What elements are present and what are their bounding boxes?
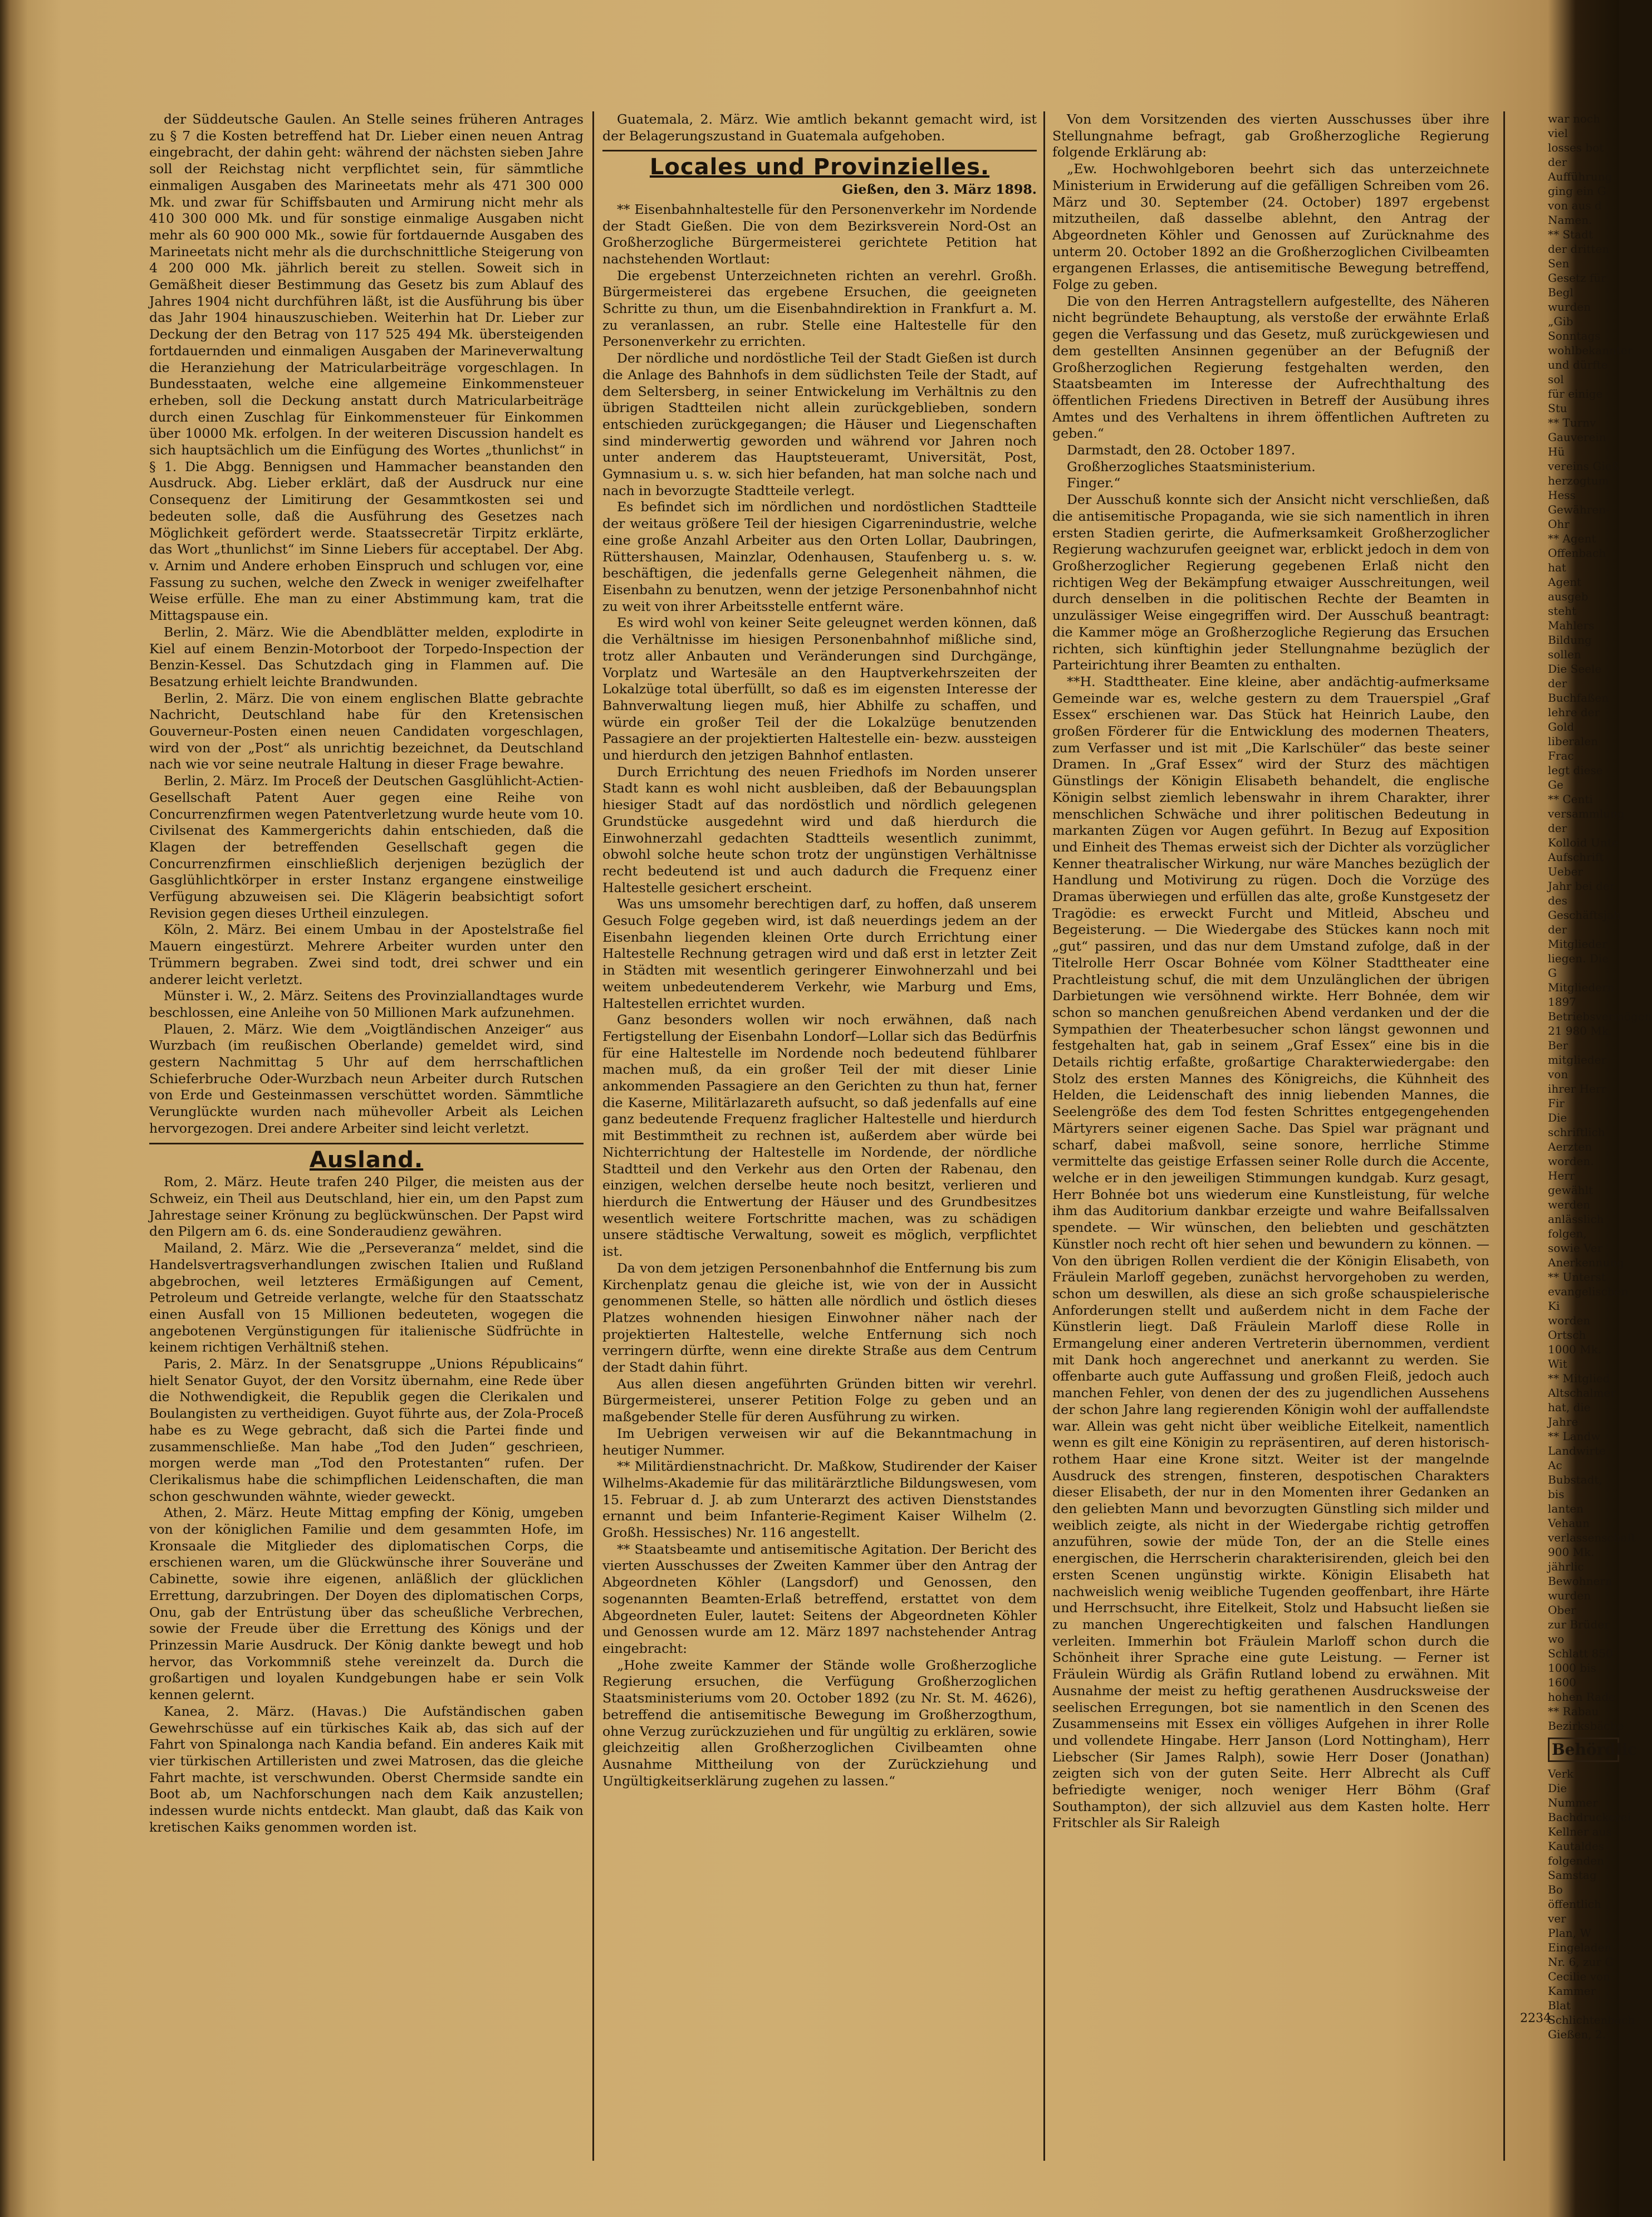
cropped-line: Cecilie von: [1548, 1970, 1610, 1983]
cropped-line: vereins Gieß: [1548, 459, 1619, 473]
cropped-line: Jahr bei der: [1548, 879, 1615, 893]
article-paragraph: Der Ausschuß konnte sich der Ansicht nicht verschließen, daß die antisemitische Propaganda, wie sie sich namentlich in ihren ersten Stadien gerirte, die Aufmerksamkeit Großherzoglicher Regierung wachzurufen geeignet war, erblickt jedoch in dem von Großherzoglicher Regierung gegebenen Erlaß nicht den richtigen Weg der Bekämpfung etwaiger Ausschreitungen, weil durch denselben in die politischen Rechte der Beamten in unzulässiger Weise eingegriffen wird. Der Ausschuß beantragt: die Kammer möge an Großherzogliche Regierung das Ersuchen richten, sich künftighin jeder Stellungnahme bezüglich der Parteirichtung ihrer Beamten zu enthalten.: [1052, 492, 1489, 673]
column-3: [1052, 111, 1489, 2172]
cropped-line: Eingeladen: [1548, 1941, 1612, 1954]
column-1: [149, 111, 584, 2172]
cropped-line: ging ein G: [1548, 184, 1606, 198]
cropped-line: herzogtum Hess: [1548, 474, 1609, 502]
cropped-line: Nr. 6, zur G: [1548, 1955, 1614, 1969]
cropped-line: Kammer Blat: [1548, 1984, 1596, 2012]
cropped-line: evangelischen Ki: [1548, 1285, 1629, 1313]
cropped-line: 21 980 Mk. Ber: [1548, 1024, 1612, 1052]
column-4-cropped: [1548, 111, 1652, 2172]
cropped-line: gewählt werden: [1548, 1183, 1593, 1211]
cropped-line: der Mitglieder: [1548, 923, 1607, 951]
cropped-line: verlassenschaft: [1548, 1531, 1636, 1544]
cropped-line: hohen Rade: [1548, 1690, 1615, 1704]
article-paragraph: Paris, 2. März. In der Senatsgruppe „Unions Républicains“ hielt Senator Guyot, der den Vorsitz übernahm, eine Rede über die Nothwendigkeit, die Republik gegen die Clerikalen und Boulangisten zu vertheidigen. Guyot führte aus, der Zola-Proceß habe es zu Wege gebracht, daß sich die Partei finde und zusammenschließe. Man habe „Tod den Juden“ geschrieen, morgen werde man „Tod den Protestanten“ rufen. Der Clerikalismus habe die schimpflichen Leidenschaften, die man schon geschwunden wähnte, wieder geweckt.: [149, 1356, 584, 1504]
article-paragraph: ** Militärdienstnachricht. Dr. Maßkow, Studirender der Kaiser Wilhelms-Akademie für das militärärztliche Bildungswesen, vom 15. Februar d. J. ab zum Unterarzt des activen Dienststandes ernannt und beim Infanterie-Regiment Kaiser Wilhelm (2. Großh. Hessisches) Nr. 116 angestellt.: [602, 1459, 1037, 1541]
cropped-line: öffentlich ver: [1548, 1897, 1601, 1925]
article-paragraph: Athen, 2. März. Heute Mittag empfing der König, umgeben von der königlichen Familie und dem gesammten Hofe, im Kronsaale die Mitglieder des diplomatischen Corps, die erschienen waren, um die Glückwünsche ihrer Souveräne und Cabinette, sowie ihre eigenen, anläßlich der glücklichen Errettung, darzubringen. Der Doyen des diplomatischen Corps, Onu, gab der Entrüstung über das scheußliche Verbrechen, sowie der Freude über die Errettung des Königs und der Prinzessin Marie Ausdruck. Der König dankte bewegt und hob hervor, das Vorkommniß stehe vereinzelt da. Durch die großartigen und loyalen Kundgebungen habe er sein Volk kennen gelernt.: [149, 1505, 584, 1703]
cropped-line: 900 Mk. jährlic: [1548, 1545, 1595, 1573]
cropped-line: Altschalmer: [1548, 1386, 1616, 1399]
cropped-line: Mitgliedern 1897: [1548, 981, 1615, 1009]
article-paragraph: Im Uebrigen verweisen wir auf die Bekanntmachung in heutiger Nummer.: [602, 1425, 1037, 1458]
article-paragraph: Durch Errichtung des neuen Friedhofs im Norden unserer Stadt kann es wohl nicht ausbleiben, daß der Bebauungsplan hiesiger Stadt auf das nordöstlich und nördlich gelegenen Grundstücke ausgedehnt wird und daß hierdurch die Einwohnerzahl gedachten Stadtteils wesentlich zunimmt, obwohl solche heute schon trotz der ungünstigen Verhältnisse recht bedeutend ist und auch dadurch die Frequenz einer Haltestelle gesichert erscheint.: [602, 764, 1037, 895]
cropped-line: der dritten Sen: [1548, 242, 1610, 270]
cropped-line: Behördlic: [1548, 1738, 1619, 1762]
article-paragraph: Guatemala, 2. März. Wie amtlich bekannt gemacht wird, ist der Belagerungszustand in Guatemala aufgehoben.: [602, 111, 1037, 144]
cropped-line: wurden „Gib: [1548, 300, 1591, 328]
article-paragraph: Es wird wohl von keiner Seite geleugnet werden können, daß die Verhältnisse im hiesigen Personenbahnhof mißliche sind, trotz aller Anbauten und Veränderungen sind Durchgänge, Vorplatz und Wartesäle an den Hauptverkehrszeiten der Lokalzüge total überfüllt, so daß es im eigensten Interesse der Bahnverwaltung liegen muß, hier Abhilfe zu schaffen, und würde ein großer Teil der die Lokalzüge benutzenden Passagiere an der projektierten Haltestelle ein- bezw. aussteigen und hierdurch den jetzigen Bahnhof entlasten.: [602, 615, 1037, 764]
cropped-line: worden. Herr: [1548, 1154, 1594, 1182]
cropped-line: Gauverein Hü: [1548, 430, 1606, 458]
page-number: 2234: [1520, 2012, 1551, 2025]
article-paragraph: Es befindet sich im nördlichen und nordöstlichen Stadtteile der weitaus größere Teil der hiesigen Cigarrenindustrie, welche eine große Anzahl Arbeiter aus den Orten Lollar, Daubringen, Rüttershausen, Mainzlar, Odenhausen, Staufenberg u. s. w. beschäftigen, die jedenfalls gerne Gelegenheit nähmen, die Eisenbahn zu benutzen, wenn der jetzige Personenbahnhof nicht zu weit von ihrer Arbeitsstelle entfernt wäre.: [602, 499, 1037, 614]
article-paragraph: Darmstadt, den 28. October 1897.: [1067, 442, 1296, 458]
cropped-line: Kautaldes: [1548, 1839, 1605, 1853]
cropped-line: Buchfaßen: [1548, 691, 1609, 704]
cropped-line: lehre der Gold: [1548, 706, 1600, 733]
cropped-line: der Aufführung: [1548, 155, 1612, 183]
cropped-line: losses bot: [1548, 141, 1604, 154]
cropped-line: ** Centi: [1548, 792, 1593, 806]
cropped-line: ** Unterst: [1548, 1270, 1606, 1284]
cropped-line: Samstag: [1548, 1868, 1597, 1882]
column-rule: [1043, 111, 1045, 2161]
cropped-line: Aufschrift Ueber: [1548, 850, 1604, 878]
cropped-line: hat, die Jahre: [1548, 1401, 1591, 1428]
cropped-line: Bezirksbäche: [1548, 1719, 1624, 1733]
article-paragraph: Berlin, 2. März. Die von einem englischen Blatte gebrachte Nachricht, Deutschland habe für den Kretensischen Gouverneur-Posten einen neuen Candidaten vorgeschlagen, wird von der „Post“ als unrichtig bezeichnet, da Deutschland nach wie vor seine neutrale Haltung in dieser Frage bewahre.: [149, 690, 584, 772]
article-paragraph: **H. Stadttheater. Eine kleine, aber andächtig-aufmerksame Gemeinde war es, welche gestern zu dem Trauerspiel „Graf Essex“ erschienen war. Das Stück hat Heinrich Laube, den großen Förderer für die Entwicklung des modernen Theaters, zum Verfasser und ist mit „Die Karlschüler“ das beste seiner Dramen. In „Graf Essex“ wird der Sturz des mächtigen Günstlings der Königin Elisabeth behandelt, die englische Königin selbst ziemlich lebenswahr in ihrem Charakter, ihrer menschlichen Schwäche und ihrer politischen Bedeutung in markanten Zügen vor Augen geführt. In Bezug auf Exposition und Einheit des Themas erweist sich der Dichter als vorzüglicher Kenner theatralischer Wirkung, nur wäre Manches bezüglich der Handlung und Motivirung zu rügen. Doch die Vorzüge des Dramas überwiegen und erfüllen das alte, große Kunstgesetz der Tragödie: es erweckt Furcht und Mitleid, Abscheu und Begeisterung. — Die Wiedergabe des Stückes kann noch mit „gut“ passiren, und das nur dem Umstand zufolge, daß in der Titelrolle Herr Oscar Bohnée vom Kölner Stadttheater eine Prachtleistung schuf, die mit dem Unzulänglichen der übrigen Darbietungen wie versöhnend wirkte. Herr Bohnée, dem wir schon so manchen genußreichen Abend verdanken und der die Sympathien der Theaterbesucher schon längst gewonnen und festgehalten hat, gab in seinem „Graf Essex“ eine bis in die Details richtig erfaßte, großartige Charakterwiedergabe: den Stolz des ersten Mannes des Königreichs, die Kühnheit des Helden, die Leidenschaft des innig liebenden Mannes, die Seelengröße des dem Tod festen Schrittes entgegengehenden Märtyrers seiner eigenen Sache. Das Spiel war prägnant und scharf, dabei maßvoll, seine sonore, herrliche Stimme vermittelte das geistige Erfassen seiner Rolle durch die Accente, welche er in den jeweiligen Stimmungen kundgab. Kurz gesagt, Herr Bohnée bot uns wiederum eine Kunstleistung, für welche ihm das Auditorium dankbar erzeigte und wahre Beifallssalven spendete. — Wir wünschen, den beliebten und geschätzten Künstler noch recht oft hier sehen und bewundern zu können. — Von den übrigen Rollen verdient die der Königin Elisabeth, von Fräulein Marloff gegeben, zunächst hervorgehoben zu werden, schon um deswillen, als diese an sich große schauspielerische Anforderungen stellt und außerdem nicht in dem Fache der Künstlerin liegt. Daß Fräulein Marloff diese Rolle in Ermangelung einer anderen Vertreterin übernommen, verdient mit Dank hoch angerechnet und anerkannt zu werden. Sie offenbarte auch gute Auffassung und großen Fleiß, jedoch auch manchen Fehler, von denen der des zu jugendlichen Aussehens der schon Jahre lang regierenden Königin wohl der auffallendste war. Allein was geht nicht über weibliche Eitelkeit, namentlich wenn es gilt eine Königin zu repräsentiren, auf deren historisch-rothem Haar eine Krone sitzt. Weiter ist der mangelnde Ausdruck des strengen, finsteren, despotischen Charakters dieser Elisabeth, der nur in den Momenten ihrer Gedanken an den geliebten Mann und bevorzugten Günstling sich milder und weiblich zeigte, als nicht in der Wiedergabe richtig getroffen anzuführen, sowie der müde Ton, der an die Stelle eines energischen, die Herrscherin charakterisirenden, gleich bei den ersten Scenen ungünstig wirkte. Königin Elisabeth hat nachweislich wenig weibliche Tugenden geoffenbart, ihre Härte und Herrschsucht, ihre Eitelkeit, Stolz und Habsucht ließen sie zu manchen Ungerechtigkeiten und falschen Handlungen verleiten. Immerhin bot Fräulein Marloff schon durch die Schönheit ihrer Sprache eine gute Leistung. — Ferner ist Fräulein Würdig als Gräfin Rutland lobend zu erwähnen. Mit Ausnahme der meist zu heftig gerathenen Ausdrucksweise der seelischen Erregungen, bot sie namentlich in den Scenen des Zusammenseins mit Essex ein völliges Aufgehen in ihrer Rolle und vollendete Hingabe. Herr Janson (Lord Nottingham), Herr Liebscher (Sir James Ralph), sowie Herr Doser (Jonathan) zeigten sich von der guten Seite. Herr Albrecht als Cuff befriedigte weniger, noch weniger Herr Böhm (Graf Southampton), der sich allzuviel aus dem Kasten holte. Herr Fritschler als Sir Raleigh: [1052, 673, 1489, 1831]
article-paragraph: Berlin, 2. März. Wie die Abendblätter melden, explodirte in Kiel auf einem Benzin-Motorboot der Torpedo-Inspection der Benzin-Kessel. Das Schutzdach ging in Flammen auf. Die Besatzung erhielt leichte Brandwunden.: [149, 624, 584, 689]
cropped-line: 1000 Mk. Wit: [1548, 1343, 1602, 1371]
section-title-lokales: Locales und Provinzielles.: [649, 154, 990, 180]
cropped-line: Sonntags: [1548, 329, 1601, 342]
article-paragraph: Da von dem jetzigen Personenbahnhof die Entfernung bis zum Kirchenplatz genau die gleiche ist, wie von der in Aussicht genommenen Stelle, so hätten alle nördlich und östlich dieses Platzes wohnenden hiesigen Einwohner näher nach der projektierten Haltestelle, welche Entfernung sich noch verringern dürfte, wenn eine direkte Straße aus dem Centrum der Stadt dahin führt.: [602, 1260, 1037, 1376]
cropped-line: folgen, sowie Ver: [1548, 1227, 1603, 1255]
cropped-line: mitglieder von: [1548, 1053, 1607, 1081]
article-paragraph: Aus allen diesen angeführten Gründen bitten wir verehrl. Bürgermeisterei, unserer Petition Folge zu geben und an maßgebender Stelle für deren Ausführung zu wirken.: [602, 1376, 1037, 1425]
cropped-line: folgenden: [1548, 1854, 1604, 1867]
cropped-line: Schlichtenbach: [1548, 2013, 1635, 2027]
cropped-line: ** Rabau: [1548, 1705, 1599, 1718]
cropped-line: liegen. Die G: [1548, 952, 1609, 980]
cropped-line: Die Seele der: [1548, 662, 1602, 690]
cropped-line: Bubstadt, bis: [1548, 1473, 1602, 1501]
cropped-line: Gewähren-Ohr: [1548, 503, 1610, 531]
cropped-line: versammlung der: [1548, 807, 1625, 835]
cropped-line: liberalen Frac: [1548, 735, 1599, 762]
article-paragraph: Mailand, 2. März. Wie die „Perseveranza“ meldet, sind die Handelsvertragsverhandlungen zwischen Italien und Rußland abgebrochen, weil letzteres Ermäßigungen auf Cement, Petroleum und Getreide verlangte, welche für den Staatsschatz einen Ausfall von 15 Millionen bedeuteten, wogegen die angebotenen Vergünstigungen für italienische Südfrüchte in keinem richtigen Verhältniß stehen.: [149, 1240, 584, 1355]
cropped-line: Offenbach hat: [1548, 546, 1606, 574]
cropped-line: wurden Ober: [1548, 1589, 1591, 1617]
cropped-line: Bo: [1548, 1883, 1563, 1896]
cropped-line: Gießen, 2.: [1548, 2028, 1606, 2041]
cropped-line: für einige Stu: [1548, 387, 1603, 415]
cropped-line: Verk: [1548, 1767, 1574, 1780]
cropped-line: Kolloid Unte: [1548, 836, 1619, 849]
section-divider: [149, 1143, 584, 1144]
column-rule: [1503, 111, 1505, 2161]
article-paragraph: Berlin, 2. März. Im Proceß der Deutschen Gasglühlicht-Actien-Gesellschaft Patent Auer gegen eine Reihe von Concurrenzfirmen wegen Patentverletzung wurde heute vom 10. Civilsenat des Kammergerichts dahin entschieden, daß die Klagen der betreffenden Gesellschaft gegen die Concurrenzfirmen einschließlich derjenigen bezüglich der Gasglühlichtkörper in erster Instanz ergangene einstweilige Verfügung abzuweisen sei. Die Klägerin beabsichtigt sofort Revision gegen dieses Urtheil einzulegen.: [149, 773, 584, 921]
cropped-line: wohlbekannter: [1548, 344, 1633, 357]
cropped-line: ** Mitglied: [1548, 1372, 1610, 1385]
cropped-line: anlässlich: [1548, 1212, 1604, 1226]
cropped-line: Kellner aus: [1548, 1825, 1612, 1838]
cropped-line: 1000 bis 1600: [1548, 1661, 1596, 1689]
article-paragraph: ** Staatsbeamte und antisemitische Agitation. Der Bericht des vierten Ausschusses der Zweiten Kammer über den Antrag der Abgeordneten Köhler (Langsdorf) und Genossen, den sogenannten Beamten-Erlaß betreffend, erstattet von dem Abgeordneten Euler, lautet: Seitens der Abgeordneten Köhler und Genossen wurde am 12. März 1897 nachstehender Antrag eingebracht:: [602, 1541, 1037, 1656]
cropped-line: ** Landw: [1548, 1430, 1601, 1443]
cropped-line: Die schriftlich: [1548, 1111, 1605, 1139]
cropped-line: legt diese Ge: [1548, 764, 1603, 791]
cropped-line: Aerzten: [1548, 1140, 1592, 1153]
cropped-line: von aus d: [1548, 199, 1602, 212]
section-divider: [602, 150, 1037, 151]
article-paragraph: Der nördliche und nordöstliche Teil der Stadt Gießen ist durch die Anlage des Bahnhofs in dem südlichsten Teile der Stadt, auf dem Seltersberg, in seiner Entwickelung im Verhältnis zu den übrigen Stadtteilen nicht allein zurückgeblieben, sondern entschieden zurückgegangen; die Häuser und Liegenschaften sind minderwertig geworden und während vor Jahren noch unter anderem das Hauptsteueramt, Universität, Post, Gymnasium u. s. w. sich hier befanden, hat man solche nach und nach in bevorzugte Stadtteile verlegt.: [602, 350, 1037, 498]
column-2: [602, 111, 1037, 2172]
cropped-line: lanten Vehaun: [1548, 1502, 1590, 1530]
cropped-line: ihrer Herr Fir: [1548, 1082, 1606, 1110]
article-paragraph: Großherzogliches Staatsministerium.: [1067, 458, 1316, 474]
article-paragraph: Ganz besonders wollen wir noch erwähnen, daß nach Fertigstellung der Eisenbahn Londorf—Lollar sich das Bedürfnis für eine Haltestelle im Nordende noch bedeutend fühlbarer machen muß, da ein großer Teil der mit dieser Linie ankommenden Passagiere an den Gerichten zu thun hat, ferner die Kaserne, Militärlazareth aufsucht, so daß jedenfalls auf eine ganz bedeutende Frequenz fraglicher Haltestelle und hierdurch mit Bestimmtheit zu rechnen ist, außerdem aber würde bei Nichterrichtung der Haltestelle im Nordende, der nördliche Stadtteil und den Verkehr aus den Orten der Rabenau, den einzigen, welchen derselbe heute noch besitzt, verlieren und hierdurch die Entwertung der Häuser und des Grundbesitzes wesentlich weitere Fortschritte machen, was zu schädigen unsere städtische Verwaltung, soweit es möglich, verpflichtet ist.: [602, 1012, 1037, 1260]
article-paragraph: Münster i. W., 2. März. Seitens des Provinziallandtages wurde beschlossen, eine Anleihe von 50 Millionen Mark aufzunehmen.: [149, 988, 584, 1020]
article-paragraph: der Süddeutsche Gaulen. An Stelle seines früheren Antrages zu § 7 die Kosten betreffend hat Dr. Lieber einen neuen Antrag eingebracht, der dahin geht: während der nächsten sieben Jahre soll der Reichstag nicht verpflichtet sein, für sämmtliche einmaligen Ausgaben des Marineetats mehr als 471 300 000 Mk. und zwar für Schiffsbauten und Armirung nicht mehr als 410 300 000 Mk. und für sonstige einmalige Ausgaben nicht mehr als 60 900 000 Mk., sowie für fortdauernde Ausgaben des Marineetats nicht mehr als die durchschnittliche Steigerung von 4 200 000 Mk. jährlich bereit zu stellen. Soweit sich in Gemäßheit dieser Bestimmung das Gesetz bis zum Ablauf des Jahres 1904 nicht durchführen läßt, ist die Ausführung bis über das Jahr 1904 hinauszuschieben. Weiterhin hat Dr. Lieber zur Deckung der den Betrag von 117 525 494 Mk. übersteigenden fortdauernden und einmaligen Ausgaben der Marineverwaltung die Heranziehung der Matricularbeiträge vorgeschlagen. In Bundesstaaten, welche eine allgemeine Einkommensteuer erheben, soll die Deckung anstatt durch Matricularbeiträge durch einen Zuschlag für Einkommensteuer für Einkommen über 10000 Mk. erfolgen. In der weiteren Discussion handelt es sich hauptsächlich um die Einfügung des Wortes „thunlichst“ in § 1. Die Abgg. Bennigsen und Hammacher beanstanden den Ausdruck. Abg. Lieber erklärt, daß der Ausdruck nur eine Consequenz der Limitirung der Gesammtkosten sei und bedeuten solle, daß die Ausführung des Gesetzes nach Möglichkeit gefördert werde. Staatssecretär Tirpitz erklärte, das Wort „thunlichst“ im Sinne Liebers für acceptabel. Der Abg. v. Arnim und Andere erhoben Einspruch und schlugen vor, eine Fassung zu suchen, welche den Zweck in weniger zweifelhafter Weise erfülle. Ehe man zu einer Abstimmung kam, trat die Mittagspause ein.: [149, 111, 584, 624]
article-paragraph: Rom, 2. März. Heute trafen 240 Pilger, die meisten aus der Schweiz, ein Theil aus Deutschland, hier ein, um den Papst zum Jahrestage seiner Krönung zu beglückwünschen. Der Papst wird den Pilgern am 6. ds. eine Sonderaudienz gewähren.: [149, 1174, 584, 1240]
cropped-line: zur Brüder wo: [1548, 1618, 1610, 1646]
article-paragraph: „Ew. Hochwohlgeboren beehrt sich das unterzeichnete Ministerium in Erwiderung auf die gefälligen Schreiben vom 26. März und 30. September (24. October) 1897 ergebenst mitzutheilen, daß dasselbe ablehnt, den Antrag der Abgeordneten Köhler und Genossen auf Zurücknahme des unterm 20. October 1892 an die Großherzoglichen Civilbeamten ergangenen Erlasses, die antisemitische Bewegung betreffend, Folge zu geben.: [1052, 161, 1489, 293]
column-rule: [592, 111, 594, 2161]
dateline: Gießen, den 3. März 1898.: [842, 182, 1037, 198]
cropped-line: Anerkennung: [1548, 1256, 1625, 1269]
cropped-line: Bachdruckerei: [1548, 1810, 1631, 1824]
cropped-line: des Geschäftsjah: [1548, 894, 1621, 922]
cropped-line: Betriebsvermögen: [1548, 1010, 1652, 1023]
article-paragraph: Kanea, 2. März. (Havas.) Die Aufständischen gaben Gewehrschüsse auf ein türkisches Kaik ab, das sich auf der Fahrt von Spinalonga nach Kandia befand. Ein anderes Kaik mit vier türkischen Artilleristen und zwei Matrosen, das die gleiche Fahrt machte, ist verschwunden. Oberst Chermside sandte ein Boot ab, um Nachforschungen nach dem Kaik anzustellen; indessen wurde nichts entdeckt. Man glaubt, daß das Kaik von kretischen Kaiks genommen worden ist.: [149, 1703, 584, 1835]
article-paragraph: Die von den Herren Antragstellern aufgestellte, des Näheren nicht begründete Behauptung, als verstoße der erwähnte Erlaß gegen die Verfassung und das Gesetz, muß zurückgewiesen und dem gestellten Ansinnen gegenüber an der Befugniß der Großherzoglichen Regierung festgehalten werden, den Staatsbeamten im Interesse der Aufrechthaltung des öffentlichen Friedens Directiven in Betreff der Ausübung ihres Amtes und des Verhaltens in ihrem öffentlichen Auftreten zu geben.“: [1052, 293, 1489, 442]
cropped-line: Schlatt 850: [1548, 1647, 1613, 1660]
cropped-line: Bildung sollen: [1548, 633, 1592, 661]
article-paragraph: Köln, 2. März. Bei einem Umbau in der Apostelstraße fiel Mauern eingestürzt. Mehrere Arbeiter wurden unter den Trümmern begraben. Zwei sind todt, drei schwer und ein anderer leicht verletzt.: [149, 922, 584, 987]
article-paragraph: Von dem Vorsitzenden des vierten Ausschusses über ihre Stellungnahme befragt, gab Großherzogliche Regierung folgende Erklärung ab:: [1052, 111, 1489, 160]
cropped-line: Gesetz für Begl: [1548, 271, 1606, 299]
cropped-line: steht Mahlers: [1548, 604, 1595, 632]
cropped-line: Namen.: [1548, 213, 1592, 227]
cropped-line: ** Agent: [1548, 532, 1596, 545]
section-title-ausland: Ausland.: [309, 1147, 424, 1173]
cropped-line: und dürfte sol: [1548, 358, 1608, 386]
cropped-line: ** Stadt: [1548, 228, 1593, 241]
cropped-line: worden Ortsch: [1548, 1314, 1591, 1342]
cropped-line: Bewohnern: [1548, 1574, 1612, 1588]
cropped-line: Landwirte Ac: [1548, 1444, 1606, 1472]
cropped-line: war noch viel: [1548, 112, 1600, 140]
cropped-line: Plan, W: [1548, 1926, 1591, 1940]
cropped-line: Agent ausgeb: [1548, 575, 1589, 603]
cropped-line: Die Nummer: [1548, 1782, 1598, 1809]
cropped-line: ** Turnv: [1548, 416, 1596, 429]
article-paragraph: Finger.“: [1067, 475, 1121, 491]
article-paragraph: „Hohe zweite Kammer der Stände wolle Großherzogliche Regierung ersuchen, die Verfügung Großherzoglichen Staatsministeriums vom 20. October 1892 (zu Nr. St. M. 4626), betreffend die antisemitische Bewegung im Großherzogthum, ohne Verzug zurückzuziehen und für ungültig zu erklären, sowie gleichzeitig allen Großherzoglichen Civilbeamten ohne Ausnahme Mittheilung von der Zurückziehung und Ungültigkeitserklärung zugehen zu lassen.“: [602, 1657, 1037, 1789]
article-paragraph: Was uns umsomehr berechtigen darf, zu hoffen, daß unserem Gesuch Folge gegeben wird, ist daß neuerdings jedem an der Eisenbahn liegenden kleinen Orte durch Errichtung einer Haltestelle Rechnung getragen wird und daß erst in letzter Zeit in Städten mit wesentlich geringerer Einwohnerzahl und bei weitem unbedeutenderem Verkehr, wie Marburg und Ems, Haltestellen errichtet wurden.: [602, 896, 1037, 1011]
article-paragraph: Die ergebenst Unterzeichneten richten an verehrl. Großh. Bürgermeisterei das ergebene Ersuchen, die geeigneten Schritte zu thun, um die Eisenbahndirektion in Frankfurt a. M. zu veranlassen, an rubr. Stelle eine Haltestelle für den Personenverkehr zu errichten.: [602, 267, 1037, 350]
article-paragraph: Plauen, 2. März. Wie dem „Voigtländischen Anzeiger“ aus Wurzbach (im reußischen Oberlande) gemeldet wird, sind gestern Nachmittag 5 Uhr auf dem herrschaftlichen Schieferbruche Oder-Wurzbach neun Arbeiter durch Rutschen von Erde und Gesteinmassen verschüttet worden. Sämmtliche Verunglückte wurden nach mühevoller Arbeit als Leichen hervorgezogen. Drei andere Arbeiter sind leicht verletzt.: [149, 1021, 584, 1136]
article-paragraph: ** Eisenbahnhaltestelle für den Personenverkehr im Nordende der Stadt Gießen. Die von dem Bezirksverein Nord-Ost an Großherzogliche Bürgermeisterei gerichtete Petition hat nachstehenden Wortlaut:: [602, 201, 1037, 267]
